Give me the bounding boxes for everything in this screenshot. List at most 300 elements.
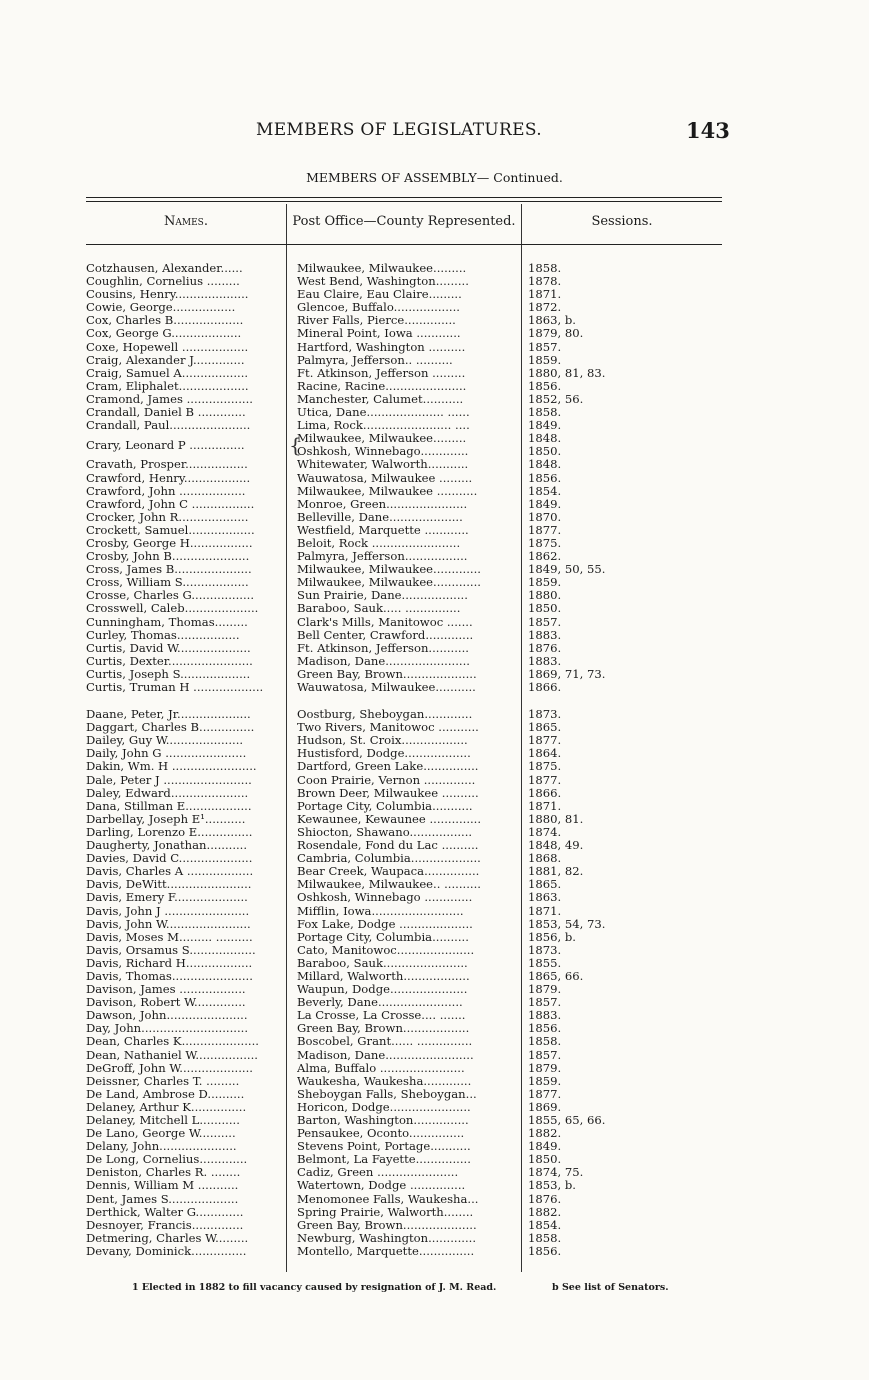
sessions: 1858. — [528, 261, 562, 275]
post-office-county: Milwaukee, Milwaukee............. — [297, 576, 481, 590]
post-office-line: Milwaukee, Milwaukee......... — [297, 432, 467, 446]
sessions: 1876. — [528, 640, 562, 655]
sessions: 1858. — [528, 1230, 562, 1245]
sessions: 1853, b. — [528, 1178, 576, 1193]
sessions: 1857. — [528, 1047, 562, 1062]
table-row — [0, 432, 869, 458]
post-office-county: Ft. Atkinson, Jefferson........... — [297, 641, 469, 655]
table-row — [0, 1232, 869, 1245]
post-office-county: Two Rivers, Manitowoc ........... — [297, 721, 479, 735]
table-row — [0, 708, 869, 721]
post-office-county: Utica, Dane..................... ...... — [297, 406, 470, 420]
member-name: Cravath, Prosper................. — [86, 458, 248, 472]
member-name: Curley, Thomas................. — [86, 628, 240, 642]
sessions: 1858. — [528, 405, 562, 420]
sessions: 1877. — [528, 522, 562, 537]
sessions: 1868. — [528, 851, 562, 866]
table-row — [0, 1049, 869, 1062]
member-name: Crawford, John .................. — [86, 484, 246, 498]
member-name: Crawford, John C ................. — [86, 497, 255, 511]
sessions: 1859. — [528, 352, 562, 367]
member-name: Darbellay, Joseph E¹........... — [86, 812, 246, 826]
table-row — [0, 1206, 869, 1219]
table-row — [0, 616, 869, 629]
table-row — [0, 1114, 869, 1127]
post-office-county: Shiocton, Shawano................. — [297, 825, 473, 839]
member-name: Crockett, Samuel.................. — [86, 523, 255, 537]
member-name: Daane, Peter, Jr.................... — [86, 708, 251, 722]
sessions: 1866. — [528, 785, 562, 800]
member-name: Dailey, Guy W..................... — [86, 734, 244, 748]
sessions: 1853, 54, 73. — [528, 916, 606, 931]
post-office-county: Eau Claire, Eau Claire......... — [297, 288, 462, 302]
post-office-county: Baraboo, Sauk....................... — [297, 956, 468, 970]
table-row — [0, 747, 869, 760]
sessions: 1882. — [528, 1204, 562, 1219]
sessions: 1874. — [528, 824, 562, 839]
members-table — [0, 262, 869, 1258]
member-name: Curtis, Dexter....................... — [86, 654, 253, 668]
table-row — [0, 1219, 869, 1232]
table-row — [0, 511, 869, 524]
table-row — [0, 472, 869, 485]
post-office-county: Monroe, Green...................... — [297, 497, 468, 511]
member-name: Dean, Nathaniel W................. — [86, 1048, 258, 1062]
sessions: 1876. — [528, 1191, 562, 1206]
member-name: Crandall, Paul...................... — [86, 419, 251, 433]
sessions: 1883. — [528, 653, 562, 668]
member-name: Darling, Lorenzo E............... — [86, 825, 253, 839]
post-office-county: Belleville, Dane.................... — [297, 510, 463, 524]
post-office-county: Spring Prairie, Walworth........ — [297, 1205, 474, 1219]
member-name: Crosby, John B..................... — [86, 550, 250, 564]
member-name: Dakin, Wm. H ....................... — [86, 760, 257, 774]
table-row — [0, 602, 869, 615]
table-row — [0, 406, 869, 419]
member-name: De Lano, George W.......... — [86, 1127, 236, 1141]
table-row — [0, 800, 869, 813]
sessions: 1869. — [528, 1099, 562, 1114]
table-row — [0, 905, 869, 918]
member-name: Crary, Leonard P ............... — [86, 438, 245, 452]
sessions: 1855. — [528, 955, 562, 970]
session-line: 1850. — [528, 444, 562, 459]
table-row — [0, 721, 869, 734]
post-office-county: Beverly, Dane....................... — [297, 996, 463, 1010]
page-header — [0, 120, 869, 146]
sessions: 1848. — [528, 457, 562, 472]
post-office-county: Palmyra, Jefferson................. — [297, 550, 468, 564]
post-office-county: Wauwatosa, Milwaukee ......... — [297, 471, 473, 485]
table-row — [0, 380, 869, 393]
sessions: 1877. — [528, 1086, 562, 1101]
sessions: 1850. — [528, 601, 562, 616]
post-office-county: Cambria, Columbia................... — [297, 852, 481, 866]
sessions: 1873. — [528, 707, 562, 722]
table-row — [0, 1140, 869, 1153]
sessions: 1865, 66. — [528, 968, 584, 983]
post-office-county: Millard, Walworth.................. — [297, 969, 470, 983]
column-header-post-office: Post Office—County Represented. — [292, 214, 516, 229]
member-name: Crosse, Charles G................. — [86, 589, 255, 603]
table-row — [0, 498, 869, 511]
sessions: 1880, 81. — [528, 811, 584, 826]
sessions: 1870. — [528, 509, 562, 524]
table-row — [0, 1166, 869, 1179]
table-row — [0, 839, 869, 852]
sessions: 1872. — [528, 300, 562, 315]
member-name: Dean, Charles K..................... — [86, 1035, 259, 1049]
top-rule-2 — [86, 201, 722, 202]
table-row — [0, 589, 869, 602]
member-name: Cross, James B..................... — [86, 563, 252, 577]
post-office-county: Fox Lake, Dodge .................... — [297, 917, 473, 931]
sessions: 1856, b. — [528, 929, 576, 944]
table-row — [0, 931, 869, 944]
post-office-county: Racine, Racine...................... — [297, 379, 467, 393]
post-office-county: Hustisford, Dodge.................. — [297, 747, 471, 761]
sessions: 1865. — [528, 720, 562, 735]
sessions: 1879. — [528, 1060, 562, 1075]
post-office-county: Oostburg, Sheboygan............. — [297, 708, 473, 722]
page-number: 143 — [686, 118, 730, 143]
member-name: Davis, Emery F.................... — [86, 891, 248, 905]
brace-icon: { — [289, 433, 302, 458]
running-title: MEMBERS OF LEGISLATURES. — [256, 120, 542, 140]
member-name: Dent, James S................... — [86, 1192, 239, 1206]
sessions: 1863. — [528, 890, 562, 905]
table-row — [0, 1075, 869, 1088]
post-office-county: Barton, Washington............... — [297, 1114, 469, 1127]
sessions: 1849. — [528, 418, 562, 433]
member-name: Davis, Charles A .................. — [86, 865, 254, 879]
table-row — [0, 813, 869, 826]
table-row — [0, 262, 869, 275]
post-office-county: West Bend, Washington......... — [297, 275, 469, 289]
member-name: Davis, Richard H.................. — [86, 956, 253, 970]
session-line: 1848. — [528, 431, 562, 446]
post-office-county: Mineral Point, Iowa ............ — [297, 327, 461, 341]
sessions: 1858. — [528, 1034, 562, 1049]
member-name: Delany, John..................... — [86, 1140, 237, 1154]
table-row — [0, 314, 869, 327]
post-office-county: Lima, Rock........................ .... — [297, 419, 470, 433]
member-name: Cross, William S.................. — [86, 576, 249, 590]
sessions: 1850. — [528, 1152, 562, 1167]
table-row — [0, 878, 869, 891]
sessions: 1883. — [528, 627, 562, 642]
post-office-county: Milwaukee, Milwaukee.. .......... — [297, 878, 481, 892]
table-row — [0, 970, 869, 983]
member-name: De Long, Cornelius............. — [86, 1153, 248, 1167]
member-name: Dana, Stillman E.................. — [86, 799, 252, 813]
sessions: 1871. — [528, 798, 562, 813]
post-office-county: Cato, Manitowoc..................... — [297, 943, 475, 957]
post-office-county — [297, 432, 517, 458]
member-name: Daley, Edward..................... — [86, 786, 249, 800]
post-office-county: Green Bay, Brown.................... — [297, 667, 477, 681]
post-office-county: La Crosse, La Crosse.... ....... — [297, 1009, 466, 1023]
sessions: 1859. — [528, 1073, 562, 1088]
sessions: 1865. — [528, 877, 562, 892]
table-row — [0, 1153, 869, 1166]
post-office-county: Sun Prairie, Dane.................. — [297, 589, 468, 603]
table-row — [0, 327, 869, 340]
column-header-names: Names. — [164, 214, 208, 229]
post-office-county: Madison, Dane....................... — [297, 654, 470, 668]
table-row — [0, 1193, 869, 1206]
table-row — [0, 275, 869, 288]
member-name: Daily, John G ...................... — [86, 747, 247, 761]
post-office-county: Menomonee Falls, Waukesha... — [297, 1192, 479, 1206]
column-header-sessions: Sessions. — [591, 214, 653, 229]
post-office-county: Baraboo, Sauk..... ............... — [297, 602, 461, 616]
sessions: 1869, 71, 73. — [528, 666, 606, 681]
member-name: Deniston, Charles R. ........ — [86, 1166, 241, 1180]
post-office-county: Clark's Mills, Manitowoc ....... — [297, 615, 473, 629]
post-office-county: Pensaukee, Oconto............... — [297, 1127, 465, 1141]
member-name: Delaney, Arthur K............... — [86, 1100, 247, 1114]
post-office-county: Waupun, Dodge..................... — [297, 983, 468, 997]
table-row — [0, 787, 869, 800]
table-row — [0, 563, 869, 576]
post-office-county: Glencoe, Buffalo.................. — [297, 301, 460, 315]
sessions: 1875. — [528, 535, 562, 550]
member-name: Davis, Moses M......... .......... — [86, 930, 253, 944]
table-row — [0, 629, 869, 642]
member-name: Desnoyer, Francis.............. — [86, 1218, 244, 1232]
post-office-county: Stevens Point, Portage........... — [297, 1140, 471, 1154]
post-office-county: Milwaukee, Milwaukee ........... — [297, 484, 478, 498]
post-office-county: Sheboygan Falls, Sheboygan... — [297, 1087, 477, 1101]
member-name: Davis, Orsamus S.................. — [86, 943, 256, 957]
member-name: Cousins, Henry.................... — [86, 288, 249, 302]
post-office-line: Oshkosh, Winnebago............. — [297, 444, 469, 459]
sessions: 1873. — [528, 942, 562, 957]
member-name: Dale, Peter J ........................ — [86, 773, 252, 787]
sessions: 1849, 50, 55. — [528, 562, 606, 577]
post-office-county: Boscobel, Grant...... ............... — [297, 1035, 473, 1049]
member-name: Davis, DeWitt....................... — [86, 878, 252, 892]
table-row — [0, 1179, 869, 1192]
member-name: Devany, Dominick............... — [86, 1244, 247, 1258]
member-name: Crocker, John R................... — [86, 510, 249, 524]
sessions: 1877. — [528, 733, 562, 748]
post-office-county: Hudson, St. Croix.................. — [297, 734, 468, 748]
post-office-county: Mifflin, Iowa......................... — [297, 904, 464, 918]
sessions: 1854. — [528, 1217, 562, 1232]
table-row — [0, 642, 869, 655]
member-name: Curtis, David W.................... — [86, 641, 251, 655]
top-rule-1 — [86, 197, 722, 198]
sessions: 1855, 65, 66. — [528, 1113, 606, 1127]
member-name: Davies, David C.................... — [86, 852, 253, 866]
sessions: 1871. — [528, 287, 562, 302]
member-name: Cox, George G................... — [86, 327, 242, 341]
header-rule — [86, 244, 722, 245]
member-name: Cowie, George................. — [86, 301, 236, 315]
member-name: Dawson, John...................... — [86, 1009, 248, 1023]
member-name: Cunningham, Thomas......... — [86, 615, 248, 629]
table-row — [0, 1009, 869, 1022]
post-office-county: Watertown, Dodge ............... — [297, 1179, 466, 1193]
member-name: Cramond, James .................. — [86, 392, 253, 406]
table-row — [0, 419, 869, 432]
sessions: 1849. — [528, 1139, 562, 1154]
post-office-county: River Falls, Pierce.............. — [297, 314, 456, 328]
table-row — [0, 576, 869, 589]
post-office-county: Cadiz, Green ...................... — [297, 1166, 459, 1180]
post-office-county: Manchester, Calumet........... — [297, 392, 464, 406]
member-name: Cotzhausen, Alexander...... — [86, 262, 243, 275]
member-name: Davis, John J ....................... — [86, 904, 250, 918]
sessions: 1862. — [528, 549, 562, 564]
sessions: 1856. — [528, 470, 562, 485]
member-name: Derthick, Walter G............. — [86, 1205, 244, 1219]
member-name: Curtis, Truman H ................... — [86, 681, 264, 694]
member-name: Davison, Robert W.............. — [86, 996, 246, 1010]
post-office-county: Westfield, Marquette ............ — [297, 523, 469, 537]
table-row — [0, 1101, 869, 1114]
post-office-county: Ft. Atkinson, Jefferson ......... — [297, 366, 466, 380]
table-row — [0, 354, 869, 367]
table-row — [0, 288, 869, 301]
post-office-county: Newburg, Washington............. — [297, 1231, 477, 1245]
member-name: Daugherty, Jonathan........... — [86, 839, 248, 853]
sessions: 1859. — [528, 575, 562, 590]
table-row — [0, 734, 869, 747]
member-name: Detmering, Charles W......... — [86, 1231, 249, 1245]
member-name: Crawford, Henry.................. — [86, 471, 251, 485]
post-office-county: Whitewater, Walworth........... — [297, 458, 469, 472]
sessions: 1849. — [528, 496, 562, 511]
post-office-county: Waukesha, Waukesha............. — [297, 1074, 472, 1088]
post-office-county: Dartford, Green Lake............... — [297, 760, 479, 774]
footnote-1: 1 Elected in 1882 to fill vacancy caused by resignation of J. M. Read. — [132, 1282, 497, 1293]
member-name: Delaney, Mitchell L........... — [86, 1114, 240, 1127]
sessions: 1879. — [528, 982, 562, 997]
sessions: 1880. — [528, 588, 562, 603]
member-name: Davis, Thomas...................... — [86, 969, 253, 983]
sessions: 1848, 49. — [528, 838, 584, 853]
post-office-county: Milwaukee, Milwaukee............. — [297, 563, 481, 577]
post-office-county: Kewaunee, Kewaunee .............. — [297, 812, 482, 826]
post-office-county: Montello, Marquette............... — [297, 1244, 475, 1258]
table-row — [0, 1088, 869, 1101]
sessions: 1852, 56. — [528, 391, 584, 406]
member-name: Davis, John W....................... — [86, 917, 251, 931]
table-row — [0, 367, 869, 380]
member-name: Coxe, Hopewell .................. — [86, 340, 249, 354]
member-name: Crosby, George H................. — [86, 536, 253, 550]
post-office-county: Milwaukee, Milwaukee......... — [297, 262, 467, 275]
table-row — [0, 681, 869, 694]
member-name: De Land, Ambrose D.......... — [86, 1087, 245, 1101]
sessions: 1877. — [528, 772, 562, 787]
sessions: 1875. — [528, 759, 562, 774]
member-name: DeGroff, John W.................... — [86, 1061, 253, 1075]
sessions: 1857. — [528, 995, 562, 1010]
table-row — [0, 668, 869, 681]
table-row — [0, 865, 869, 878]
sessions: 1879, 80. — [528, 326, 584, 341]
table-row — [0, 826, 869, 839]
table-row — [0, 301, 869, 314]
table-row — [0, 550, 869, 563]
post-office-county: Bell Center, Crawford............. — [297, 628, 474, 642]
member-name: Curtis, Joseph S................... — [86, 667, 251, 681]
table-row — [0, 1022, 869, 1035]
sessions: 1871. — [528, 903, 562, 918]
post-office-county: Coon Prairie, Vernon .............. — [297, 773, 476, 787]
table-row — [0, 957, 869, 970]
member-name: Cram, Eliphalet................... — [86, 379, 249, 393]
post-office-county: Green Bay, Brown.................... — [297, 1218, 477, 1232]
sessions: 1880, 81, 83. — [528, 365, 606, 380]
table-row — [0, 760, 869, 773]
post-office-county: Portage City, Columbia.......... — [297, 930, 469, 944]
table-row — [0, 983, 869, 996]
member-name: Craig, Alexander J.............. — [86, 353, 245, 367]
post-office-county: Rosendale, Fond du Lac .......... — [297, 839, 479, 853]
footnote-b: b See list of Senators. — [552, 1282, 669, 1293]
sessions: 1856. — [528, 378, 562, 393]
member-name: Daggart, Charles B............... — [86, 721, 255, 735]
post-office-county: Hartford, Washington .......... — [297, 340, 466, 354]
member-name: Crosswell, Caleb.................... — [86, 602, 259, 616]
sessions: 1866. — [528, 680, 562, 694]
table-row — [0, 774, 869, 787]
member-name: Cox, Charles B................... — [86, 314, 244, 328]
post-office-county: Alma, Buffalo ....................... — [297, 1061, 465, 1075]
post-office-county: Oshkosh, Winnebago ............. — [297, 891, 473, 905]
section-subtitle: MEMBERS OF ASSEMBLY— Continued. — [306, 170, 563, 185]
member-name: Coughlin, Cornelius ......... — [86, 275, 240, 289]
post-office-county: Bear Creek, Waupaca............... — [297, 865, 480, 879]
post-office-county: Belmont, La Fayette............... — [297, 1153, 471, 1167]
sessions: 1881, 82. — [528, 864, 584, 879]
member-name: Crandall, Daniel B ............. — [86, 406, 246, 420]
table-row — [0, 852, 869, 865]
table-row — [0, 458, 869, 471]
table-row — [0, 655, 869, 668]
post-office-county: Palmyra, Jefferson.. .......... — [297, 353, 453, 367]
sessions: 1882. — [528, 1126, 562, 1141]
sessions: 1864. — [528, 746, 562, 761]
sessions: 1857. — [528, 614, 562, 629]
table-row — [0, 341, 869, 354]
member-name: Craig, Samuel A.................. — [86, 366, 249, 380]
post-office-county: Brown Deer, Milwaukee .......... — [297, 786, 479, 800]
table-row — [0, 996, 869, 1009]
table-row — [0, 393, 869, 406]
post-office-county: Beloit, Rock ........................ — [297, 536, 461, 550]
member-name: Davison, James .................. — [86, 983, 246, 997]
sessions — [528, 432, 708, 458]
post-office-county: Horicon, Dodge...................... — [297, 1100, 471, 1114]
table-row — [0, 1062, 869, 1075]
table-row — [0, 918, 869, 931]
post-office-county: Green Bay, Brown.................. — [297, 1022, 470, 1036]
sessions: 1857. — [528, 339, 562, 354]
sessions: 1856. — [528, 1021, 562, 1036]
section-gap — [0, 694, 869, 708]
member-name: Dennis, William M ........... — [86, 1179, 239, 1193]
table-row — [0, 944, 869, 957]
table-row — [0, 1035, 869, 1048]
sessions: 1854. — [528, 483, 562, 498]
table-row — [0, 537, 869, 550]
